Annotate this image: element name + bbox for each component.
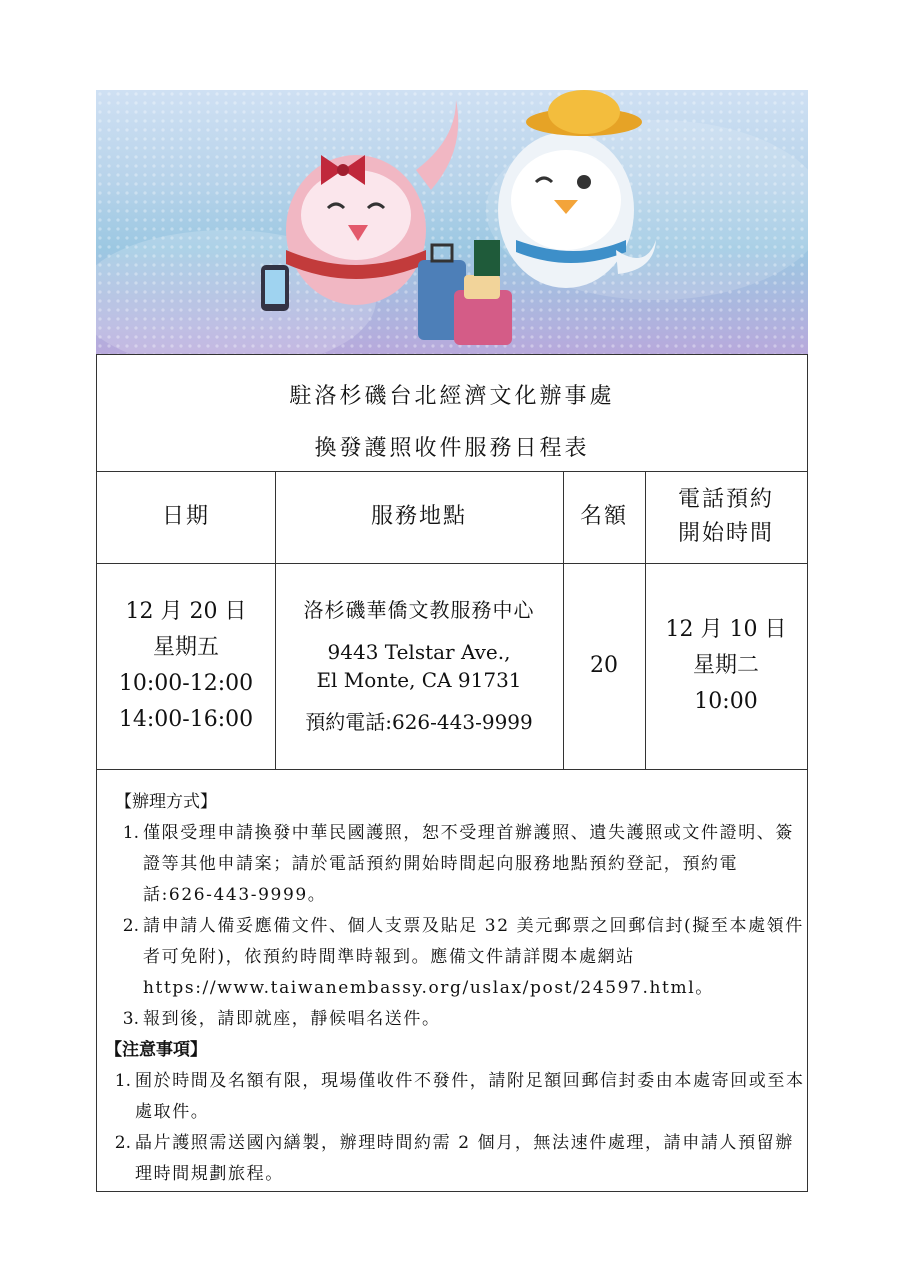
list-item-number: 2. [114, 1133, 131, 1153]
cell-date [97, 563, 275, 769]
cell-location [275, 563, 563, 769]
booking-date: 12 月 10 日 [665, 617, 787, 642]
list-item [113, 818, 805, 911]
list-item-number: 1. [114, 1071, 131, 1091]
mascot-illustration [96, 90, 808, 354]
notes-section [105, 787, 805, 1190]
service-date: 12 月 20 日 [125, 599, 247, 624]
header-booking-time [645, 471, 807, 563]
banner-illustration [96, 90, 808, 354]
list-item-number: 1. [122, 823, 139, 843]
list-item-text: 請申請人備妥應備文件、個人支票及貼足 32 美元郵票之回郵信封(擬至本處領件者可免附)，依預約時間準時報到。應備文件請詳閱本處網站 https://www.taiwanembassy.org/uslax/post/24597.html。 [143, 916, 804, 998]
document-subtitle: 換發護照收件服務日程表 [314, 436, 590, 461]
list-item-number: 3. [122, 1009, 139, 1029]
list-item-number: 2. [122, 916, 139, 936]
header-quota: 名額 [579, 504, 628, 529]
notice-heading: 【注意事項】 [105, 1040, 207, 1060]
list-item-text: 晶片護照需送國內繕製，辦理時間約需 2 個月，無法速件處理，請申請人預留辦理時間規劃旅程。 [135, 1133, 794, 1184]
list-item-text: 報到後，請即就座，靜候唱名送件。 [143, 1009, 441, 1029]
header-location: 服務地點 [370, 504, 467, 529]
list-item [113, 911, 805, 1004]
header-date: 日期 [161, 504, 210, 529]
header-booking-line1: 電話預約 [677, 487, 774, 512]
venue-address-line2: El Monte, CA 91731 [316, 668, 522, 692]
list-item-text: 僅限受理申請換發中華民國護照，恕不受理首辦護照、遺失護照或文件證明、簽證等其他申請案；請於電話預約開始時間起向服務地點預約登記，預約電話:626-443-9999。 [143, 823, 794, 905]
booking-phone: 預約電話:626-443-9999 [305, 710, 533, 734]
service-time-2: 14:00-16:00 [118, 707, 254, 732]
venue-address-line1: 9443 Telstar Ave., [327, 640, 511, 664]
document-title: 駐洛杉磯台北經濟文化辦事處 [289, 384, 615, 409]
booking-time: 10:00 [694, 689, 758, 714]
service-time-1: 10:00-12:00 [118, 671, 254, 696]
procedure-heading: 【辦理方式】 [115, 792, 217, 812]
header-booking-line2: 開始時間 [677, 521, 774, 546]
notice-list [105, 1066, 805, 1190]
service-weekday: 星期五 [152, 635, 219, 660]
venue-name: 洛杉磯華僑文教服務中心 [303, 598, 535, 622]
booking-weekday: 星期二 [692, 653, 759, 678]
list-item-text: 囿於時間及名額有限，現場僅收件不發件，請附足額回郵信封委由本處寄回或至本處取件。 [135, 1071, 805, 1122]
cell-booking-start [645, 563, 807, 769]
list-item [105, 1128, 805, 1190]
list-item [113, 1004, 805, 1035]
list-item [105, 1066, 805, 1128]
schedule-document [96, 354, 808, 1192]
procedure-list [105, 818, 805, 1035]
cell-quota: 20 [590, 653, 618, 678]
